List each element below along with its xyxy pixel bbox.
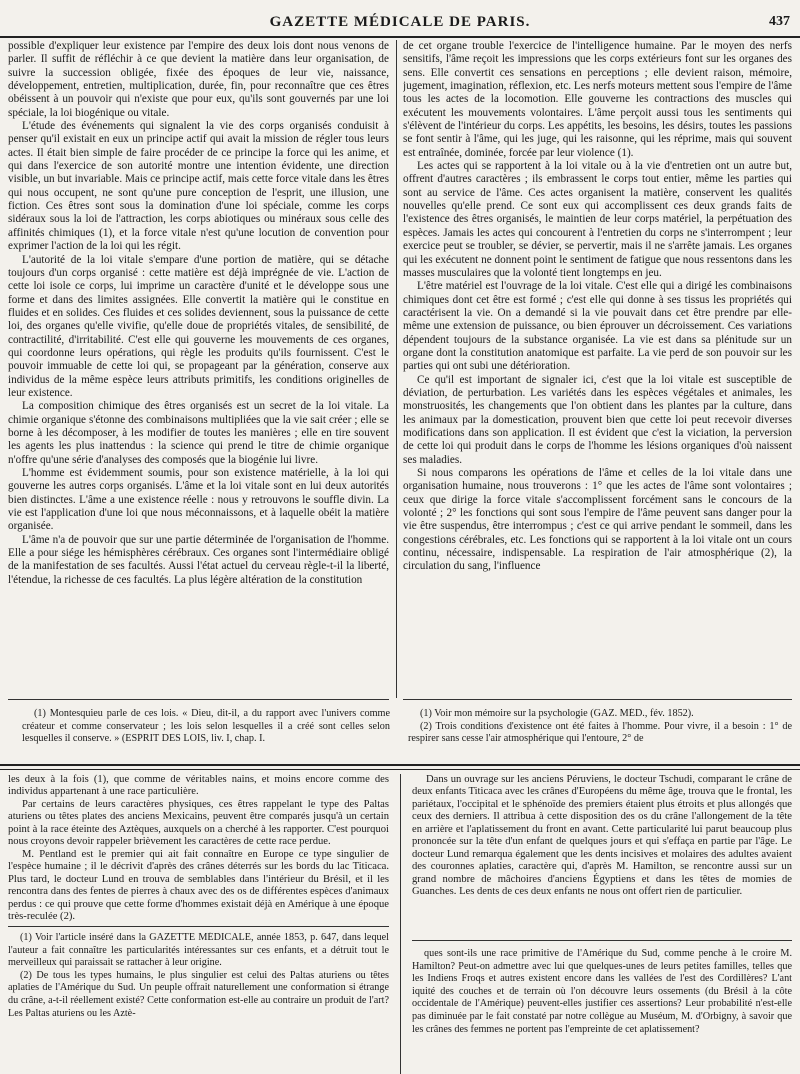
paragraph: L'étude des événements qui signalent la vie des corps organisés conduisit à penser qu'il existait en eux un principe actif qui avait la mission de régler tous leurs actes. Il était bien simple de faire procéder de ce principe la force qui les anime, et qui dans l'exercice de son autorité montre une intention évidente, une direction visible, un but invariable. Mais ce principe actif, mais cette force vitale dans les êtres qui nous occupent, ne sont qu'une pure conception de l'esprit, une illusion, une fiction. Ces êtres sont sous la domination d'une loi spéciale, comme les corps sidéraux sous la loi de l'attraction, les corps abiotiques ou minéraux sous celle des affinités chimiques (1), et la force vitale n'est qu'une locution de convention pour exprimer l'action de la loi qui les régit.	[8, 120, 389, 253]
paragraph: La composition chimique des êtres organisés est un secret de la loi vitale. La chimie organique s'étonne des combinaisons multipliées que la vie sait créer ; elle se borne à les décomposer, à les modifier de toutes les manières ; elle en tire souvent les agents les plus inattendus : la science qui prend le titre de chimie organique n'offre qu'une série d'analyses des composés que la biogénie lui livre.	[8, 400, 389, 466]
paragraph: M. Pentland est le premier qui ait fait connaître en Europe ce type singulier de l'espèce humaine ; il le décrivit d'après des crânes déterrés sur les bords du lac Titicaca. Plus tard, le docteur Lund en trouva de semblables dans l'intérieur du Brésil, et il les rencontra dans des fentes de pierres à chaux avec des os de différentes espèces d'animaux perdus : ce qui prouve que cette forme d'hommes existait déjà en Amérique à une époque très-reculée (2).	[8, 848, 389, 922]
footnote: ques sont-ils une race primitive de l'Amérique du Sud, comme penche à le croire M. Hamilton? Peut-on admettre avec lui que quelques-unes de leurs petites familles, telles que les Indiens Froqs et autres existent encore dans les vallées de l'est des Cordillères? L'ant iquité des couches et de terrain où l'on découvre leurs ossements (du Brésil à la côte occidentale de l'Amérique) peuvent-elles justifier ces assertions? Leur probabilité n'est-elle pas diminuée par le fait constaté par notre collègue au Muséum, M. d'Orbigny, à savoir que les crânes des femmes ne portent pas l'empreinte de cet aplatissement?	[412, 948, 792, 1035]
footnote-rule	[8, 926, 389, 927]
top-left-column	[8, 40, 389, 692]
footnote: (1) Voir mon mémoire sur la psychologie (GAZ. MÉD., fév. 1852).	[420, 708, 694, 719]
paragraph: L'âme n'a de pouvoir que sur une partie déterminée de l'organisation de l'homme. Elle a pour siége les hémisphères cérébraux. Ces organes sont l'intermédiaire obligé de la manifestation de ses facultés. Aussi l'état actuel du cerveau règle-t-il la liberté, l'étendue, la richesse de ces facultés. La plus légère altération de la constitution	[8, 533, 389, 586]
footnote: (1) Montesquieu parle de ces lois. « Dieu, dit-il, a du rapport avec l'univers comme créateur et comme conservateur ; les lois selon lesquelles il a créé sont celles selon lesquelles il conserve. » (ESPRIT DES LOIS, liv. I, chap. I.	[22, 708, 390, 745]
paragraph: de cet organe trouble l'exercice de l'intelligence humaine. Par le moyen des nerfs sensitifs, l'âme reçoit les impressions que les corps extérieurs font sur les organes des sens. Elle convertit ces sensations en perceptions ; elle devient raison, mémoire, jugement, imagination, réflexion, etc. Les nerfs moteurs mettent sous l'empire de l'âme tous les actes de la locomotion. Elle gouverne les contractions des muscles qui exécutent les mouvements volontaires. L'âme perçoit aussi tous les sentiments qui s'élèvent de l'intérieur du corps. Les appétits, les besoins, les désirs, toutes les passions se font sentir à l'âme, qui les juge, qui les raisonne, qui les réprime, mais qui souvent est entraînée, dominée, forcée par leur violence (1).	[403, 40, 792, 159]
section-separator	[0, 764, 800, 770]
footnote-left	[22, 708, 390, 762]
top-right-column	[403, 40, 792, 692]
column-divider	[400, 774, 401, 1074]
footnote-rule	[412, 940, 792, 941]
bottom-left-column	[8, 774, 389, 922]
column-divider	[396, 40, 397, 698]
paragraph: possible d'expliquer leur existence par l'empire des deux lois dont nous venons de parler. Il suffit de réfléchir à ce que devient la matière dans leur organisation, de suivre la succession obligée, fixée des époques de leur vie, naissance, développement, entretien, multiplication, durée, fin, pour reconnaître que ces êtres obéissent à un pouvoir qui n'existe que pour eux, qu'ils sont gouvernés par une loi spéciale, la loi biogénique ou vitale.	[8, 40, 389, 119]
footnote-right	[408, 708, 792, 762]
bottom-footnote-right	[412, 948, 792, 1072]
paragraph: Dans un ouvrage sur les anciens Péruviens, le docteur Tschudi, comparant le crâne de deux enfants Titicaca avec les crânes d'Européens du même âge, trouva que le frontal, les pariétaux, l'occipital et le sphénoïde des premiers étaient plus étroits et plus allongés que ceux des derniers. Il attribua à cette disposition des os du crâne l'allongement de la tête en arrière et l'aplatissement du front en avant. Cette particularité lui parut beaucoup plus prononcée sur la tête d'un enfant de quelques jours et qui s'effaça en partie par l'âge. Le docteur Lund remarqua également que les dents incisives et molaires des adultes avaient des couronnes aplaties, caractère qui, d'après M. Hamilton, se rencontre aussi sur un grand nombre de mâchoires d'anciens Égyptiens et dans les têtes de momies de Guanches. Les dents de ces deux enfants ne nous ont offert rien de particulier.	[412, 774, 792, 898]
paragraph: Ce qu'il est important de signaler ici, c'est que la loi vitale est susceptible de déviation, de perturbation. Les variétés dans les espèces végétales et animales, les monstruosités, les changements que l'on obtient dans les plantes par la culture, dans les animaux par la domestication, prouvent bien que cette loi peut recevoir diverses modifications dans son application. Il est évident que c'est la viciation, la perversion de cette loi qui produit dans le corps de l'homme les lésions organiques d'où naissent ses maladies.	[403, 373, 792, 466]
paragraph: les deux à la fois (1), que comme de véritables nains, et moins encore comme des individus appartenant à une race particulière.	[8, 774, 389, 798]
page-number: 437	[769, 14, 790, 29]
footnote-rule	[8, 699, 389, 700]
footnote: (2) Trois conditions d'existence ont été faites à l'homme. Pour vivre, il a besoin : 1° de respirer sans cesse l'air atmosphérique qui l'entoure, 2° de	[408, 720, 792, 745]
paragraph: L'autorité de la loi vitale s'empare d'une portion de matière, qui se détache toujours d'un corps organisé : cette matière est déjà imprégnée de vie. L'action de cette loi isole ce corps, lui imprime un caractère d'unité et le développe sous une forme et dans des limites assignées. Elle convertit la matière qui le constitue en fluides et en solides. Ces fluides et ces solides deviennent, sous la puissance de cette loi, des organes qu'elle vivifie, qu'elle doue de propriétés vitales, de sensibilité, de contractilité, d'irritabilité. C'est elle qui gouverne les mouvements de ces organes, qui coordonne leurs opérations, qui règle les produits qu'ils fournissent. C'est le pouvoir immuable de cette loi qui, se propageant par la génération, conserve aux individus de la même espèce leurs attributs primitifs, les conditions originelles de leur existence.	[8, 253, 389, 399]
page-header	[0, 14, 800, 38]
paragraph: Les actes qui se rapportent à la loi vitale ou à la vie d'entretien ont un autre but, offrent d'autres caractères ; ils embrassent le corps tout entier, même les parties qui sont au service de l'âme. Ces actes organisent la matière, conservent les qualités nouvelles qu'elle prend. Ce sont eux qui accomplissent ces deux grands faits de l'existence des êtres organisés, le maintien de leur corps matériel, la perpétuation des espèces. Jamais les actes qui concourent à l'entretien du corps ne s'interrompent ; leur exercice peut se troubler, se dévier, se pervertir, mais il ne s'arrête jamais. Les organes qui les exécutent ne donnent point le sentiment de fatigue que nous ressentons dans les masses musculaires que la volonté tient longtemps en jeu.	[403, 160, 792, 279]
paragraph: L'être matériel est l'ouvrage de la loi vitale. C'est elle qui a dirigé les combinaisons chimiques dont cet être est formé ; c'est elle qui donne à ses tissus les propriétés qui caractérisent la vie. On a demandé si la vie pouvait dans cet être prendre par elle-même une extension de puissance, ou bien éprouver un décroissement. Ces variations dépendent toujours de la substance organisée. La vie est dans sa plénitude sur un organe dont la constitution anatomique est parfaite. La vie perd de son pouvoir sur les parties qui ont subi une détérioration.	[403, 280, 792, 373]
footnote: (2) De tous les types humains, le plus singulier est celui des Paltas aturiens ou têtes aplaties de l'Amérique du Sud. Un peuple offrait naturellement une conformation si étrange du crâne, a-t-il réellement existé? Cette conformation est-elle au contraire un produit de l'art? Les Paltas aturiens ou les Aztè-	[8, 969, 389, 1019]
paragraph: Si nous comparons les opérations de l'âme et celles de la loi vitale dans une organisation humaine, nous trouverons : 1° que les actes de l'âme sont volontaires ; ceux que dirige la force vitale s'accomplissent forcément sans le concours de la volonté ; 2° les fonctions qui sont sous l'empire de l'âme peuvent sans danger pour la vie être suspendus, être interrompus ; c'est ce qui arrive pendant le sommeil, dans les congestions cérébrales, etc. Les fonctions qui se rapportent à la loi vitale ont un cours continu, nécessaire, indispensable. La respiration de l'air atmosphérique (2), la circulation du sang, l'influence	[403, 467, 792, 573]
bottom-right-column	[412, 774, 792, 904]
paragraph: Par certains de leurs caractères physiques, ces êtres rappelant le type des Paltas aturiens ou têtes plates des anciens Mexicains, peuvent être comparés jusqu'à un certain point à la race éteinte des Aztèques, auxquels on a cherché à les rapporter. C'est pourquoi nous croyons devoir rappeler brièvement les caractères de cette race perdue.	[8, 798, 389, 848]
bottom-footnote-left	[8, 932, 389, 1072]
footnote: (1) Voir l'article inséré dans la GAZETTE MÉDICALE, année 1853, p. 647, dans lequel l'auteur a fait connaître les particularités intéressantes sur ces enfants, et a détruit tout le merveilleux qui paraissait se rattacher à leur origine.	[8, 932, 389, 969]
footnote-rule	[403, 699, 792, 700]
paragraph: L'homme est évidemment soumis, pour son existence matérielle, à la loi qui gouverne les autres corps organisés. L'âme et la loi vitale sont en lui deux autorités bien distinctes. L'âme a une existence réelle : nous y retrouvons le souffle divin. La vie est l'application d'une loi que nous méconnaissons, et à laquelle obéit la matière organisée.	[8, 467, 389, 533]
journal-title: GAZETTE MÉDICALE DE PARIS.	[269, 14, 531, 30]
